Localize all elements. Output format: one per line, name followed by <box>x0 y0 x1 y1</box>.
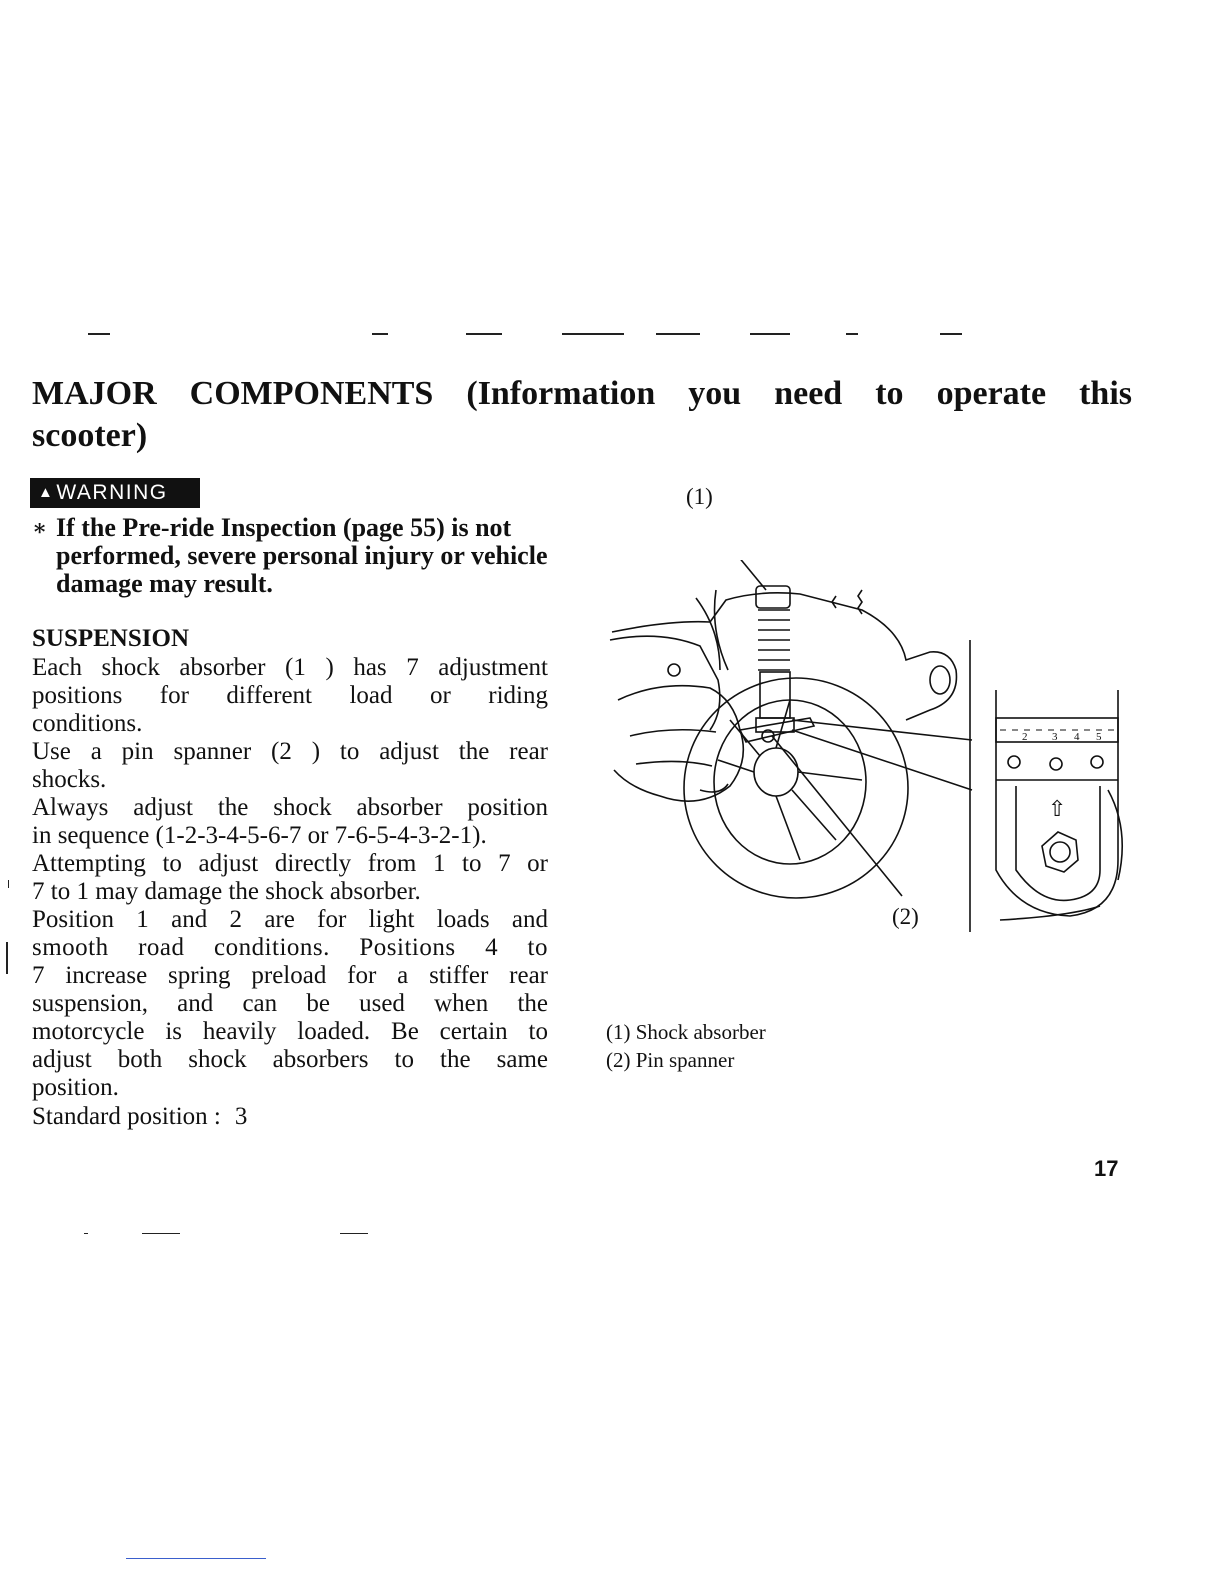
caption-pin-spanner: (2) Pin spanner <box>606 1048 735 1072</box>
figure-captions <box>606 1018 766 1074</box>
callout-2-label: (2) <box>892 904 919 929</box>
scan-artifact-dash <box>562 333 624 335</box>
warning-badge-label: WARNING <box>56 481 168 504</box>
scan-artifact-dash <box>940 333 962 335</box>
suspension-line: 7 increase spring preload for a stiffer rear <box>32 962 548 989</box>
suspension-line: in sequence (1-2-3-4-5-6-7 or 7-6-5-4-3-2-1). <box>32 822 487 849</box>
inset-hole-left <box>1008 756 1020 768</box>
suspension-line: 7 to 1 may damage the shock absorber. <box>32 878 421 905</box>
suspension-line: Attempting to adjust directly from 1 to 7 or <box>32 850 548 877</box>
scan-artifact-dash <box>750 333 790 335</box>
scan-artifact-dash <box>84 1233 88 1234</box>
suspension-line: Position 1 and 2 are for light loads and <box>32 906 548 933</box>
shock-spring <box>758 610 790 670</box>
wavy-detail <box>832 590 862 614</box>
callout-1-pointer <box>700 560 766 590</box>
suspension-line: motorcycle is heavily loaded. Be certain to <box>32 1018 548 1045</box>
scale-number: 2 <box>1022 731 1028 743</box>
frame-bolt <box>668 664 680 676</box>
scale-number: 4 <box>1074 731 1080 743</box>
standard-position <box>32 1102 247 1132</box>
warning-message-text: If the Pre-ride Inspection (page 55) is not performed, severe personal injury or vehicle damage may result. <box>56 513 548 598</box>
suspension-line: suspension, and can be used when the <box>32 990 548 1017</box>
shock-absorber-illustration <box>600 560 1140 940</box>
inset-nut-face <box>1050 842 1070 862</box>
suspension-line: Always adjust the shock absorber position <box>32 794 548 821</box>
shock-top-mount <box>756 586 790 608</box>
suspension-line: adjust both shock absorbers to the same <box>32 1046 548 1073</box>
magnify-line-top <box>792 720 972 740</box>
caption-shock-absorber: (1) Shock absorber <box>606 1020 766 1044</box>
wheel-hub <box>754 748 798 796</box>
suspension-line: conditions. <box>32 710 143 737</box>
suspension-line: positions for different load or riding <box>32 682 548 709</box>
inset-hole-right <box>1091 756 1103 768</box>
rear-wheel-rim <box>714 700 866 864</box>
inset-hole-center <box>1050 758 1062 770</box>
standard-position-label: Standard position : <box>32 1103 221 1130</box>
callout-1-label: (1) <box>686 484 713 509</box>
frame-pivot <box>930 666 950 694</box>
scan-artifact-dash <box>372 333 388 335</box>
up-arrow-icon: ⇧ <box>1048 797 1067 822</box>
warning-badge <box>30 478 200 508</box>
page-title: MAJOR COMPONENTS (Information you need to operate this <box>32 375 1132 412</box>
wheel-spokes <box>718 700 862 860</box>
page-title-continued: scooter) <box>32 417 148 454</box>
scan-artifact-dash <box>656 333 700 335</box>
suspension-line: position. <box>32 1074 119 1101</box>
warning-triangle-icon: ▲ <box>38 484 55 501</box>
frame-curve <box>696 590 728 670</box>
suspension-line: smooth road conditions. Positions 4 to <box>32 934 548 961</box>
shock-adjuster-collar <box>756 718 794 732</box>
scan-artifact-dash <box>466 333 502 335</box>
page-number: 17 <box>1094 1156 1119 1181</box>
scan-artifact-mark <box>6 942 8 974</box>
body-panel <box>610 636 720 730</box>
suspension-line: Use a pin spanner (2 ) to adjust the rear <box>32 738 548 765</box>
suspension-line: Each shock absorber (1 ) has 7 adjustment <box>32 654 548 681</box>
bullet-icon: ∗ <box>32 515 48 540</box>
warning-message <box>32 514 552 598</box>
scan-artifact-mark <box>8 880 9 888</box>
magnify-line-bottom <box>792 730 972 790</box>
suspension-line: shocks. <box>32 766 107 793</box>
scale-number: 3 <box>1052 731 1058 743</box>
footer-rule <box>126 1558 266 1559</box>
scan-artifact-dash <box>142 1233 180 1234</box>
section-heading-suspension: SUSPENSION <box>32 625 189 652</box>
standard-position-value: 3 <box>234 1103 248 1130</box>
scan-artifact-dash <box>846 333 858 335</box>
scan-artifact-dash <box>88 333 110 335</box>
inset-nut <box>1042 832 1078 872</box>
scan-artifact-dash <box>340 1233 368 1234</box>
scale-number: 5 <box>1096 731 1102 743</box>
